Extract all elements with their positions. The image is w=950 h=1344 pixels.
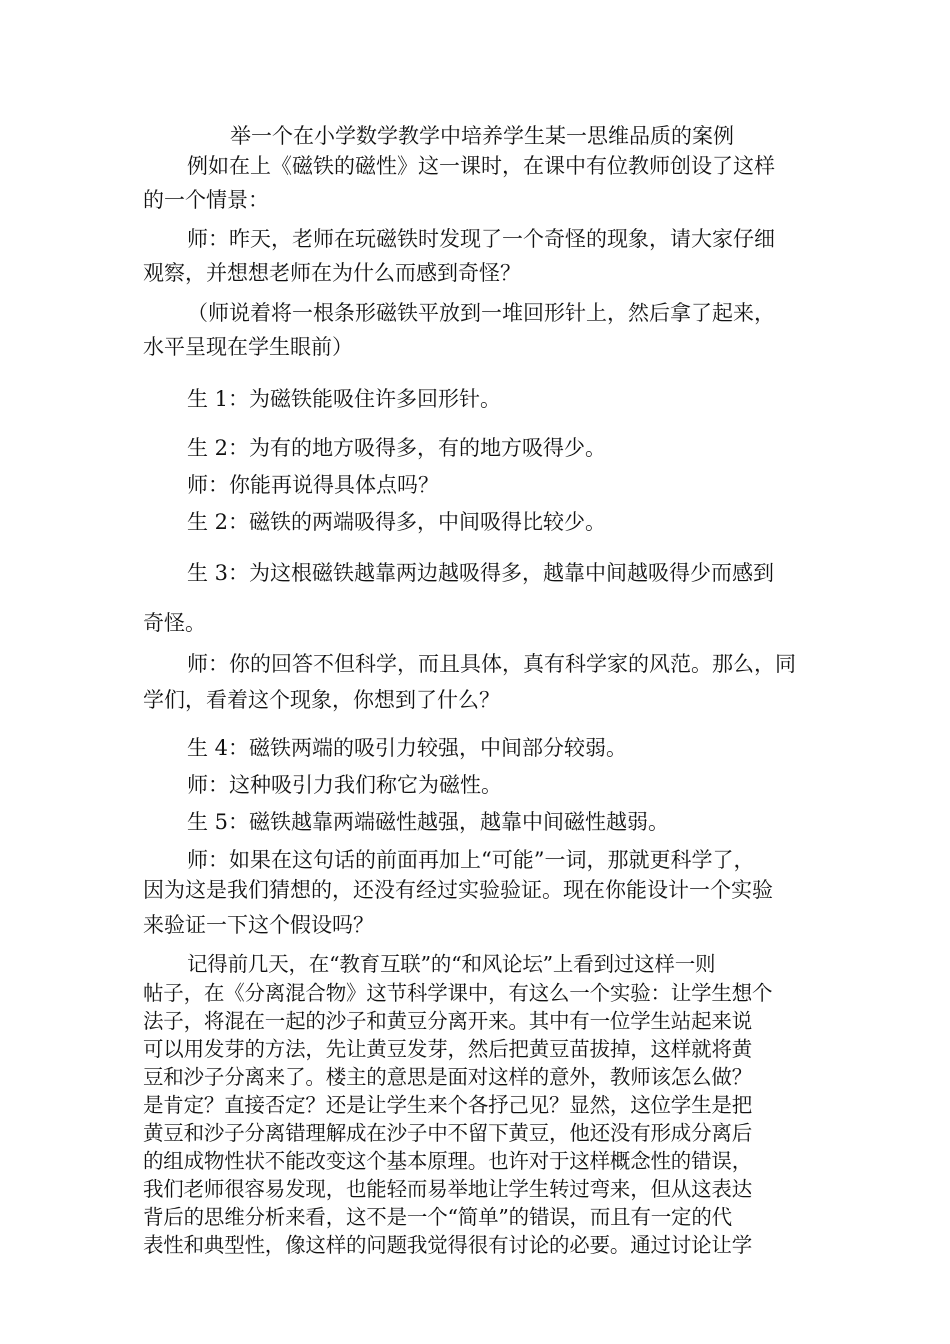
paragraph-line: 观察，并想想老师在为什么而感到奇怪？ [143,261,521,285]
dialogue-line: 生 1：为磁铁能吸住许多回形针。 [187,387,502,411]
dialogue-line: 来验证一下这个假设吗？ [143,913,374,937]
paragraph-line: 的一个情景： [143,188,269,212]
paragraph-line: 的组成物性状不能改变这个基本原理。也许对于这样概念性的错误， [143,1149,752,1173]
paragraph-line: 豆和沙子分离来了。楼主的意思是面对这样的意外，教师该怎么做？ [143,1065,752,1089]
paragraph-line: 记得前几天，在“教育互联”的“和风论坛”上看到过这样一则 [187,952,716,976]
dialogue-line: 生 5：磁铁越靠两端磁性越强，越靠中间磁性越弱。 [187,810,670,834]
dialogue-line: 生 4：磁铁两端的吸引力较强，中间部分较弱。 [187,736,628,760]
paragraph-line: 背后的思维分析来看，这不是一个“简单”的错误，而且有一定的代 [143,1205,732,1229]
paragraph-line: 可以用发芽的方法，先让黄豆发芽，然后把黄豆苗拔掉，这样就将黄 [143,1037,752,1061]
page-title: 举一个在小学数学教学中培养学生某一思维品质的案例 [230,124,734,148]
paragraph-line: 是肯定？直接否定？还是让学生来个各抒己见？显然，这位学生是把 [143,1093,752,1117]
paragraph-line: 水平呈现在学生眼前） [143,335,353,359]
paragraph-line: 法子，将混在一起的沙子和黄豆分离开来。其中有一位学生站起来说 [143,1009,752,1033]
dialogue-line: 师：你能再说得具体点吗？ [187,473,439,497]
paragraph-line: 帖子，在《分离混合物》这节科学课中，有这么一个实验：让学生想个 [143,981,773,1005]
dialogue-line: 师：你的回答不但科学，而且具体，真有科学家的风范。那么，同 [187,652,796,676]
paragraph-line: 黄豆和沙子分离错理解成在沙子中不留下黄豆，他还没有形成分离后 [143,1121,752,1145]
dialogue-line: 生 2：为有的地方吸得多，有的地方吸得少。 [187,436,607,460]
dialogue-line: 学们，看着这个现象，你想到了什么？ [143,688,500,712]
dialogue-line: 生 2：磁铁的两端吸得多，中间吸得比较少。 [187,510,607,534]
dialogue-line: 师：这种吸引力我们称它为磁性。 [187,773,502,797]
dialogue-line: 生 3：为这根磁铁越靠两边越吸得多，越靠中间越吸得少而感到 [187,561,775,585]
dialogue-line: 因为这是我们猜想的，还没有经过实验验证。现在你能设计一个实验 [143,878,773,902]
paragraph-line: （师说着将一根条形磁铁平放到一堆回形针上，然后拿了起来， [187,301,775,325]
paragraph-line: 例如在上《磁铁的磁性》这一课时，在课中有位教师创设了这样 [187,154,775,178]
paragraph-line: 我们老师很容易发现，也能轻而易举地让学生转过弯来，但从这表达 [143,1177,752,1201]
dialogue-line: 师：如果在这句话的前面再加上“可能”一词，那就更科学了， [187,848,755,872]
paragraph-line: 师：昨天，老师在玩磁铁时发现了一个奇怪的现象，请大家仔细 [187,227,775,251]
paragraph-line: 表性和典型性，像这样的问题我觉得很有讨论的必要。通过讨论让学 [143,1233,752,1257]
dialogue-line: 奇怪。 [143,611,206,635]
